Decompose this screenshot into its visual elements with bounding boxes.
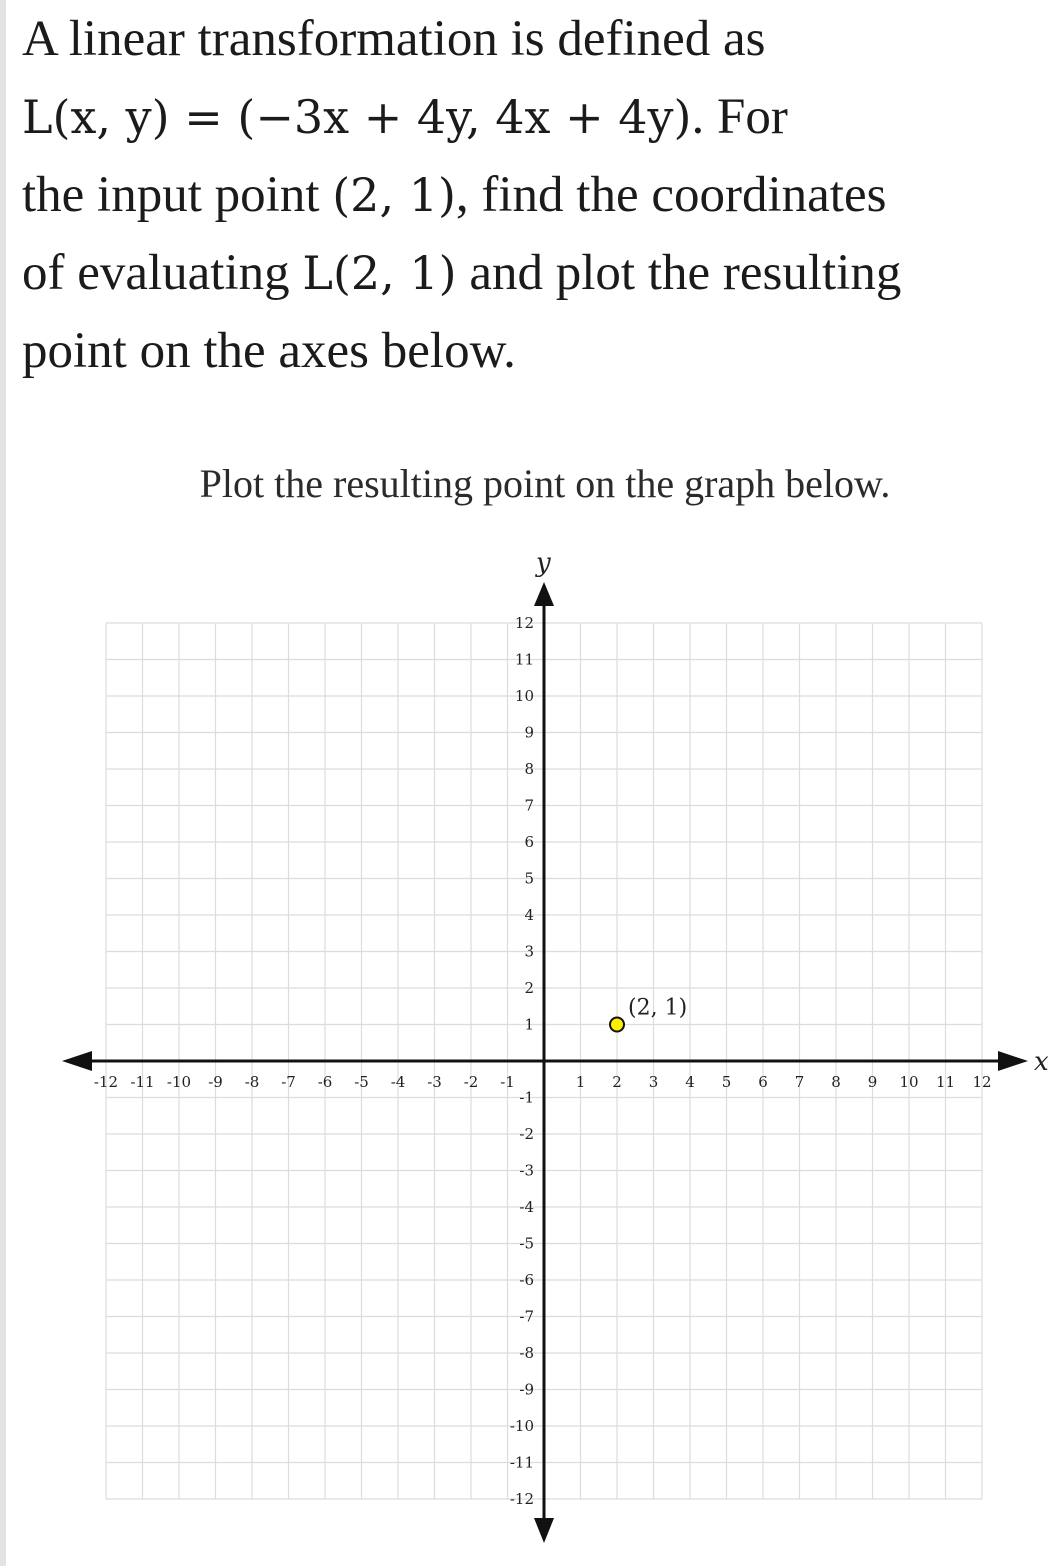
y-tick-label: -9: [519, 1380, 534, 1399]
x-tick-label: 11: [935, 1073, 956, 1091]
y-tick-label: -5: [519, 1234, 534, 1253]
x-tick-label: 1: [575, 1073, 586, 1091]
x-tick-label: -6: [317, 1073, 333, 1091]
y-tick-label: 3: [524, 942, 534, 961]
y-tick-label: -7: [519, 1307, 534, 1326]
x-axis-arrow-left: [62, 1051, 92, 1071]
y-tick-label: -10: [509, 1417, 534, 1435]
x-tick-label: -7: [281, 1073, 296, 1091]
y-tick-label: 8: [524, 760, 534, 778]
y-axis-label: y: [536, 548, 551, 578]
x-tick-label: 2: [612, 1073, 622, 1091]
y-tick-label: 7: [524, 796, 534, 815]
x-tick-label: 7: [794, 1073, 805, 1091]
x-axis-label: x: [1034, 1047, 1049, 1077]
x-tick-label: 4: [685, 1073, 695, 1091]
y-tick-label: 1: [524, 1015, 534, 1034]
y-tick-label: -8: [519, 1344, 534, 1362]
y-tick-label: 12: [514, 614, 534, 632]
x-tick-label: 10: [899, 1073, 919, 1091]
x-tick-label: 5: [721, 1073, 732, 1091]
plotted-point[interactable]: [610, 1018, 624, 1032]
y-tick-label: -1: [519, 1088, 534, 1107]
x-tick-label: 8: [831, 1073, 841, 1091]
x-tick-label: -12: [93, 1073, 119, 1091]
y-tick-label: 6: [524, 833, 534, 851]
input-point: (2, 1): [332, 168, 456, 222]
x-tick-label: -9: [208, 1073, 223, 1091]
y-axis-arrow-up: [534, 582, 554, 606]
question-plot-text: and plot the resulting: [469, 245, 902, 301]
x-tick-label: -2: [463, 1073, 479, 1091]
x-tick-label: 6: [758, 1073, 768, 1091]
y-tick-label: 11: [514, 650, 534, 669]
question-for: . For: [691, 89, 788, 145]
question-find-text: , find the coordinates: [455, 167, 887, 223]
y-tick-label: 9: [524, 723, 534, 742]
question-axes-text: point on the axes below.: [22, 323, 516, 379]
x-tick-label: -5: [354, 1073, 369, 1091]
x-axis-arrow-right: [998, 1051, 1028, 1071]
y-tick-label: 2: [524, 979, 534, 997]
y-tick-label: -3: [519, 1161, 534, 1180]
x-tick-label: -8: [244, 1073, 260, 1091]
question-evaluating-text: of evaluating: [22, 245, 290, 301]
evaluation-expression: L(2, 1): [302, 246, 457, 300]
plot-prompt: Plot the resulting point on the graph below.: [199, 461, 891, 506]
x-tick-label: 9: [867, 1073, 878, 1091]
x-tick-label: -10: [166, 1073, 192, 1091]
x-tick-label: -3: [427, 1073, 442, 1091]
y-tick-label: -6: [519, 1271, 534, 1289]
question-input-text: the input point: [22, 167, 320, 223]
y-axis-arrow-down: [534, 1518, 554, 1543]
point-label: (2, 1): [628, 995, 688, 1021]
axes: [62, 582, 1028, 1543]
y-tick-label: 10: [514, 687, 534, 705]
y-tick-label: -2: [519, 1125, 534, 1143]
y-tick-label: -12: [509, 1490, 534, 1508]
x-tick-label: -11: [130, 1073, 155, 1091]
question-intro: A linear transformation is defined as: [22, 11, 766, 67]
y-tick-label: 5: [524, 869, 534, 888]
x-tick-label: -1: [500, 1073, 515, 1091]
y-tick-label: -4: [519, 1198, 534, 1216]
transformation-definition: L(x, y) = (−3x + 4y, 4x + 4y): [22, 90, 692, 144]
y-tick-label: -11: [509, 1453, 534, 1472]
x-tick-label: -4: [390, 1073, 406, 1091]
x-tick-label: 3: [648, 1073, 659, 1091]
x-tick-label: 12: [972, 1073, 992, 1091]
y-tick-label: 4: [524, 906, 534, 924]
